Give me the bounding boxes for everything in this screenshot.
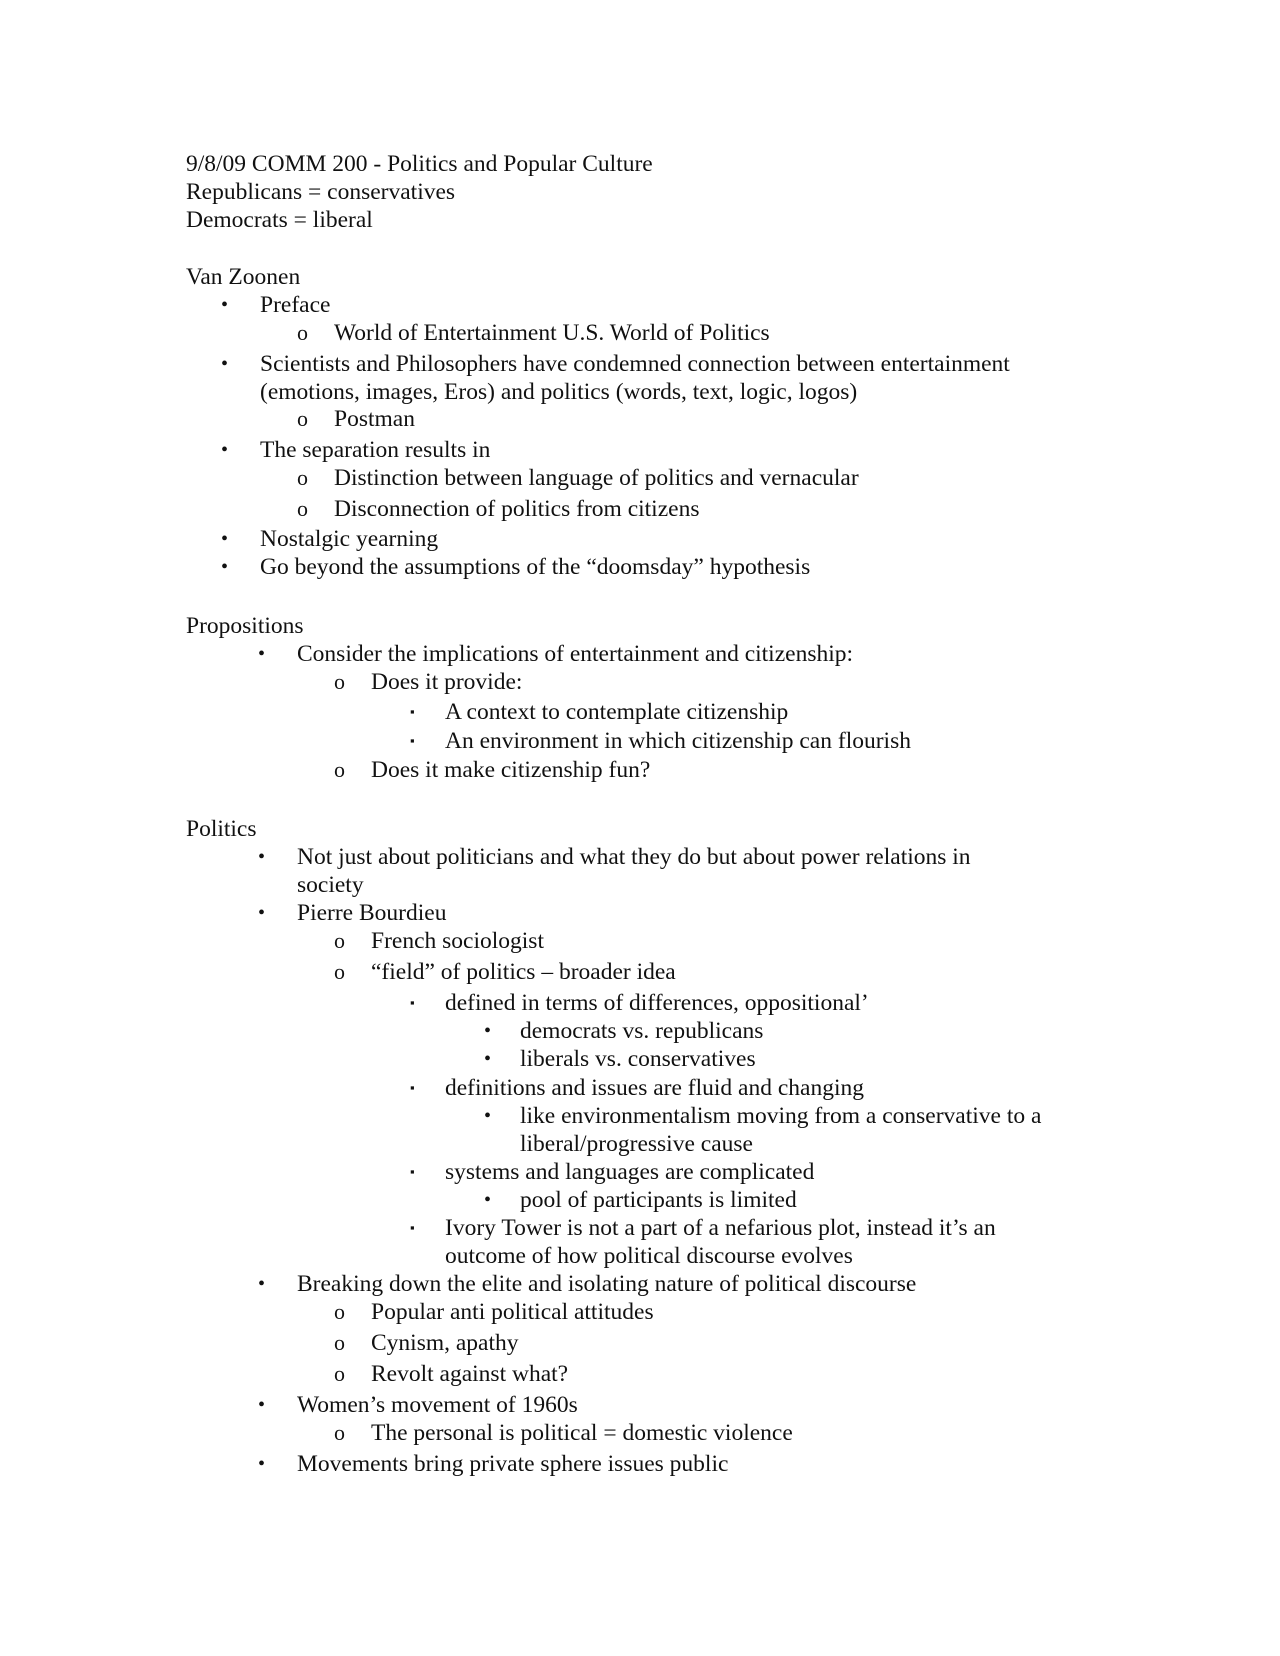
bullet-marker: •: [484, 1048, 492, 1070]
square-marker: ▪: [410, 1164, 415, 1179]
bullet-marker: •: [258, 1273, 266, 1295]
bullet-marker: •: [221, 353, 229, 375]
list-item: Preface: [260, 292, 331, 318]
circle-marker: o: [334, 669, 345, 694]
circle-marker: o: [334, 928, 345, 953]
square-marker: ▪: [410, 995, 415, 1010]
circle-marker: o: [297, 496, 308, 521]
list-item: Go beyond the assumptions of the “doomsday” hypothesis: [260, 554, 811, 580]
header-line: Democrats = liberal: [186, 207, 373, 233]
bullet-marker: •: [258, 1394, 266, 1416]
list-item: defined in terms of differences, oppositional’: [445, 990, 869, 1016]
list-item: Postman: [334, 406, 415, 432]
list-item: liberals vs. conservatives: [520, 1046, 756, 1072]
list-item-continuation: outcome of how political discourse evolves: [445, 1243, 853, 1269]
list-item: definitions and issues are fluid and changing: [445, 1075, 864, 1101]
bullet-marker: •: [221, 294, 229, 316]
list-item: A context to contemplate citizenship: [445, 699, 789, 725]
list-item-continuation: liberal/progressive cause: [520, 1131, 753, 1157]
list-item: An environment in which citizenship can flourish: [445, 728, 911, 754]
bullet-marker: •: [221, 556, 229, 578]
list-item: Disconnection of politics from citizens: [334, 496, 700, 522]
bullet-marker: •: [484, 1020, 492, 1042]
square-marker: ▪: [410, 1080, 415, 1095]
circle-marker: o: [334, 1299, 345, 1324]
list-item: democrats vs. republicans: [520, 1018, 764, 1044]
list-item: Nostalgic yearning: [260, 526, 439, 552]
list-item: Revolt against what?: [371, 1361, 569, 1387]
list-item: The personal is political = domestic violence: [371, 1420, 793, 1446]
list-item: “field” of politics – broader idea: [371, 959, 676, 985]
bullet-marker: •: [484, 1105, 492, 1127]
circle-marker: o: [334, 1361, 345, 1386]
list-item: Women’s movement of 1960s: [297, 1392, 578, 1418]
section-heading-van-zoonen: Van Zoonen: [186, 264, 301, 290]
square-marker: ▪: [410, 733, 415, 748]
list-item-continuation: (emotions, images, Eros) and politics (words, text, logic, logos): [260, 379, 858, 405]
circle-marker: o: [334, 1420, 345, 1445]
header-line: Republicans = conservatives: [186, 179, 456, 205]
bullet-marker: •: [258, 1453, 266, 1475]
square-marker: ▪: [410, 704, 415, 719]
square-marker: ▪: [410, 1220, 415, 1235]
bullet-marker: •: [258, 902, 266, 924]
list-item-continuation: society: [297, 872, 364, 898]
section-heading-propositions: Propositions: [186, 613, 304, 639]
list-item: systems and languages are complicated: [445, 1159, 815, 1185]
list-item: Scientists and Philosophers have condemned connection between entertainment: [260, 351, 1010, 377]
list-item: Ivory Tower is not a part of a nefarious plot, instead it’s an: [445, 1215, 996, 1241]
list-item: World of Entertainment U.S. World of Politics: [334, 320, 770, 346]
circle-marker: o: [334, 757, 345, 782]
list-item: Breaking down the elite and isolating nature of political discourse: [297, 1271, 917, 1297]
circle-marker: o: [334, 1330, 345, 1355]
list-item: Pierre Bourdieu: [297, 900, 447, 926]
list-item: Does it provide:: [371, 669, 523, 695]
list-item: Not just about politicians and what they do but about power relations in: [297, 844, 971, 870]
bullet-marker: •: [484, 1189, 492, 1211]
circle-marker: o: [297, 320, 308, 345]
list-item: Cynism, apathy: [371, 1330, 519, 1356]
bullet-marker: •: [258, 846, 266, 868]
section-heading-politics: Politics: [186, 816, 257, 842]
list-item: Consider the implications of entertainment and citizenship:: [297, 641, 854, 667]
list-item: pool of participants is limited: [520, 1187, 797, 1213]
list-item: The separation results in: [260, 437, 491, 463]
list-item: Does it make citizenship fun?: [371, 757, 651, 783]
list-item: Movements bring private sphere issues public: [297, 1451, 729, 1477]
list-item: Popular anti political attitudes: [371, 1299, 654, 1325]
circle-marker: o: [297, 406, 308, 431]
bullet-marker: •: [221, 439, 229, 461]
bullet-marker: •: [221, 528, 229, 550]
list-item: French sociologist: [371, 928, 544, 954]
list-item: Distinction between language of politics and vernacular: [334, 465, 859, 491]
list-item: like environmentalism moving from a conservative to a: [520, 1103, 1042, 1129]
document-title: 9/8/09 COMM 200 - Politics and Popular Culture: [186, 151, 653, 177]
bullet-marker: •: [258, 643, 266, 665]
circle-marker: o: [334, 959, 345, 984]
circle-marker: o: [297, 465, 308, 490]
